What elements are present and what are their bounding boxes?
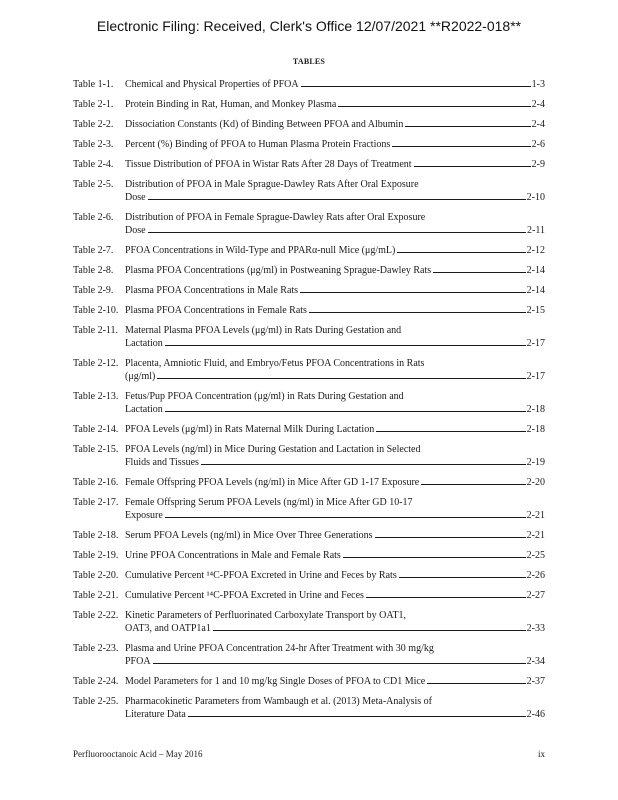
- toc-entry[interactable]: [73, 529, 545, 542]
- toc-entry-label: Table 2-25.: [73, 696, 119, 707]
- section-title: TABLES: [292, 57, 326, 66]
- toc-entry-label: Table 2-18.: [73, 530, 119, 541]
- toc-entry-label: Table 2-20.: [73, 570, 119, 581]
- toc-entry-page[interactable]: 2-46: [526, 709, 545, 720]
- toc-entry-title: PFOA Levels (ng/ml) in Mice During Gestation and Lactation in Selected: [125, 444, 421, 455]
- toc-entry-page[interactable]: 1-3: [531, 79, 545, 90]
- toc-entry[interactable]: [73, 443, 545, 469]
- dot-leader: [366, 597, 526, 598]
- toc-entry[interactable]: [73, 211, 545, 237]
- toc-entry-page[interactable]: 2-15: [526, 305, 545, 316]
- toc-entry-title: Fluids and Tissues: [125, 457, 199, 468]
- toc-entry-title: PFOA Levels (μg/ml) in Rats Maternal Milk During Lactation: [125, 424, 375, 435]
- toc-entry-label: Table 2-7.: [73, 245, 114, 256]
- toc-entry-label: Table 2-12.: [73, 358, 119, 369]
- toc-entry-label: Table 2-11.: [73, 325, 119, 336]
- toc-entry[interactable]: [73, 609, 545, 635]
- toc-entry[interactable]: [73, 264, 545, 277]
- toc-entry-page[interactable]: 2-21: [526, 530, 545, 541]
- toc-entry-title: Plasma PFOA Concentrations in Female Rats: [125, 305, 307, 316]
- toc-entry-title: Model Parameters for 1 and 10 mg/kg Single Doses of PFOA to CD1 Mice: [125, 676, 426, 687]
- toc-entry-title: Literature Data: [125, 709, 186, 720]
- dot-leader: [213, 630, 526, 631]
- toc-entry-title: PFOA Concentrations in Wild-Type and PPARα-null Mice (μg/mL): [125, 245, 396, 256]
- dot-leader: [343, 557, 526, 558]
- dot-leader: [309, 312, 526, 313]
- toc-entry[interactable]: [73, 98, 545, 111]
- toc-entry-title: Cumulative Percent ¹⁴C-PFOA Excreted in Urine and Feces by Rats: [125, 570, 397, 581]
- toc-entry-title: Urine PFOA Concentrations in Male and Female Rats: [125, 550, 341, 561]
- toc-entry-label: Table 2-14.: [73, 424, 119, 435]
- toc-entry-page[interactable]: 2-14: [526, 285, 545, 296]
- toc-entry-title: Kinetic Parameters of Perfluorinated Carboxylate Transport by OAT1,: [125, 610, 407, 621]
- toc-entry-label: Table 2-17.: [73, 497, 119, 508]
- toc-entry-page[interactable]: 2-27: [526, 590, 545, 601]
- toc-entry-label: Table 2-16.: [73, 477, 119, 488]
- toc-entry-title: Plasma PFOA Concentrations (μg/ml) in Postweaning Sprague-Dawley Rats: [125, 265, 432, 276]
- toc-entry-page[interactable]: 2-17: [526, 371, 545, 382]
- dot-leader: [414, 166, 531, 167]
- dot-leader: [433, 272, 525, 273]
- toc-entry[interactable]: [73, 695, 545, 721]
- toc-entry-title: Plasma PFOA Concentrations in Male Rats: [125, 285, 299, 296]
- toc-entry-title: Maternal Plasma PFOA Levels (μg/ml) in Rats During Gestation and: [125, 325, 402, 336]
- toc-entry-page[interactable]: 2-20: [526, 477, 545, 488]
- table-of-contents: [73, 78, 545, 728]
- filing-header: Electronic Filing: Received, Clerk's Office 12/07/2021 **R2022-018**: [96, 18, 522, 34]
- dot-leader: [301, 86, 531, 87]
- dot-leader: [153, 663, 526, 664]
- toc-entry[interactable]: [73, 549, 545, 562]
- toc-entry-title: Female Offspring PFOA Levels (ng/ml) in Mice After GD 1-17 Exposure: [125, 477, 420, 488]
- toc-entry[interactable]: [73, 390, 545, 416]
- dot-leader: [157, 378, 525, 379]
- toc-entry-title: Percent (%) Binding of PFOA to Human Plasma Protein Fractions: [125, 139, 391, 150]
- dot-leader: [300, 292, 526, 293]
- toc-entry-page[interactable]: 2-14: [526, 265, 545, 276]
- toc-entry-title: Lactation: [125, 338, 163, 349]
- toc-entry-page[interactable]: 2-10: [526, 192, 545, 203]
- toc-entry-title: Chemical and Physical Properties of PFOA: [125, 79, 299, 90]
- dot-leader: [405, 126, 530, 127]
- dot-leader: [188, 716, 526, 717]
- toc-entry-page[interactable]: 2-18: [526, 424, 545, 435]
- toc-entry-page[interactable]: 2-21: [526, 510, 545, 521]
- toc-entry-title: Dissociation Constants (Kd) of Binding Between PFOA and Albumin: [125, 119, 404, 130]
- toc-entry-label: Table 2-1.: [73, 99, 114, 110]
- dot-leader: [427, 683, 525, 684]
- toc-entry-label: Table 2-2.: [73, 119, 114, 130]
- toc-entry-label: Table 2-8.: [73, 265, 114, 276]
- toc-entry-page[interactable]: 2-11: [527, 225, 545, 236]
- toc-entry-page[interactable]: 2-4: [531, 99, 545, 110]
- toc-entry[interactable]: [73, 324, 545, 350]
- toc-entry-label: Table 2-10.: [73, 305, 119, 316]
- toc-entry-title: Protein Binding in Rat, Human, and Monkey Plasma: [125, 99, 337, 110]
- page-footer: [73, 749, 545, 759]
- toc-entry-title: Cumulative Percent ¹⁴C-PFOA Excreted in Urine and Feces: [125, 590, 364, 601]
- toc-entry[interactable]: [73, 476, 545, 489]
- dot-leader: [392, 146, 530, 147]
- toc-entry-label: Table 2-3.: [73, 139, 114, 150]
- toc-entry[interactable]: [73, 589, 545, 602]
- dot-leader: [397, 252, 525, 253]
- dot-leader: [201, 464, 526, 465]
- dot-leader: [338, 106, 530, 107]
- toc-entry-label: Table 2-23.: [73, 643, 119, 654]
- toc-entry-label: Table 2-22.: [73, 610, 119, 621]
- toc-entry[interactable]: [73, 158, 545, 171]
- toc-entry[interactable]: [73, 138, 545, 151]
- toc-entry-title: Serum PFOA Levels (ng/ml) in Mice Over Three Generations: [125, 530, 373, 541]
- toc-entry-title: Plasma and Urine PFOA Concentration 24-hr After Treatment with 30 mg/kg: [125, 643, 434, 654]
- toc-entry-title: Dose: [125, 192, 146, 203]
- toc-entry-label: Table 2-5.: [73, 179, 114, 190]
- dot-leader: [148, 232, 526, 233]
- toc-entry[interactable]: [73, 304, 545, 317]
- toc-entry[interactable]: [73, 675, 545, 688]
- toc-entry-title: Lactation: [125, 404, 163, 415]
- toc-entry[interactable]: [73, 118, 545, 131]
- dot-leader: [399, 577, 526, 578]
- toc-entry-title: Fetus/Pup PFOA Concentration (μg/ml) in Rats During Gestation and: [125, 391, 404, 402]
- dot-leader: [165, 411, 526, 412]
- toc-entry-label: Table 2-19.: [73, 550, 119, 561]
- toc-entry-page[interactable]: 2-9: [531, 159, 545, 170]
- toc-entry-label: Table 2-6.: [73, 212, 114, 223]
- toc-entry-label: Table 2-15.: [73, 444, 119, 455]
- toc-entry-page[interactable]: 2-25: [526, 550, 545, 561]
- toc-entry[interactable]: [73, 78, 545, 91]
- toc-entry-title: Pharmacokinetic Parameters from Wambaugh et al. (2013) Meta-Analysis of: [125, 696, 432, 707]
- toc-entry[interactable]: [73, 178, 545, 204]
- toc-entry-title: PFOA: [125, 656, 151, 667]
- toc-entry[interactable]: [73, 357, 545, 383]
- toc-entry-label: Table 2-24.: [73, 676, 119, 687]
- toc-entry-title: OAT3, and OATP1a1: [125, 623, 211, 634]
- toc-entry-title: Placenta, Amniotic Fluid, and Embryo/Fetus PFOA Concentrations in Rats: [125, 358, 425, 369]
- toc-entry[interactable]: [73, 423, 545, 436]
- toc-entry-title: Female Offspring Serum PFOA Levels (ng/ml) in Mice After GD 10-17: [125, 497, 413, 508]
- toc-entry[interactable]: [73, 496, 545, 522]
- toc-entry-label: Table 2-13.: [73, 391, 119, 402]
- toc-entry-label: Table 1-1.: [73, 79, 114, 90]
- toc-entry-label: Table 2-9.: [73, 285, 114, 296]
- toc-entry-page[interactable]: 2-33: [526, 623, 545, 634]
- toc-entry-page[interactable]: 2-6: [531, 139, 545, 150]
- dot-leader: [148, 199, 526, 200]
- toc-entry-label: Table 2-21.: [73, 590, 119, 601]
- dot-leader: [375, 537, 526, 538]
- toc-entry-title: (μg/ml): [125, 371, 156, 382]
- toc-entry[interactable]: [73, 569, 545, 582]
- toc-entry-label: Table 2-4.: [73, 159, 114, 170]
- toc-entry[interactable]: [73, 284, 545, 297]
- toc-entry-page[interactable]: 2-37: [526, 676, 545, 687]
- toc-entry-page[interactable]: 2-18: [526, 404, 545, 415]
- toc-entry[interactable]: [73, 642, 545, 668]
- toc-entry-title: Tissue Distribution of PFOA in Wistar Rats After 28 Days of Treatment: [125, 159, 412, 170]
- dot-leader: [165, 345, 526, 346]
- toc-entry-page[interactable]: 2-17: [526, 338, 545, 349]
- toc-entry-page[interactable]: 2-26: [526, 570, 545, 581]
- toc-entry-page[interactable]: 2-4: [531, 119, 545, 130]
- footer-document-title: Perfluorooctanoic Acid – May 2016: [73, 749, 203, 759]
- toc-entry-page[interactable]: 2-34: [526, 656, 545, 667]
- toc-entry[interactable]: [73, 244, 545, 257]
- toc-entry-page[interactable]: 2-19: [526, 457, 545, 468]
- toc-entry-title: Exposure: [125, 510, 163, 521]
- dot-leader: [376, 431, 525, 432]
- toc-entry-title: Dose: [125, 225, 146, 236]
- toc-entry-page[interactable]: 2-12: [526, 245, 545, 256]
- footer-page-number: ix: [537, 749, 545, 759]
- toc-entry-title: Distribution of PFOA in Female Sprague-Dawley Rats after Oral Exposure: [125, 212, 426, 223]
- toc-entry-title: Distribution of PFOA in Male Sprague-Dawley Rats After Oral Exposure: [125, 179, 419, 190]
- dot-leader: [421, 484, 525, 485]
- dot-leader: [165, 517, 526, 518]
